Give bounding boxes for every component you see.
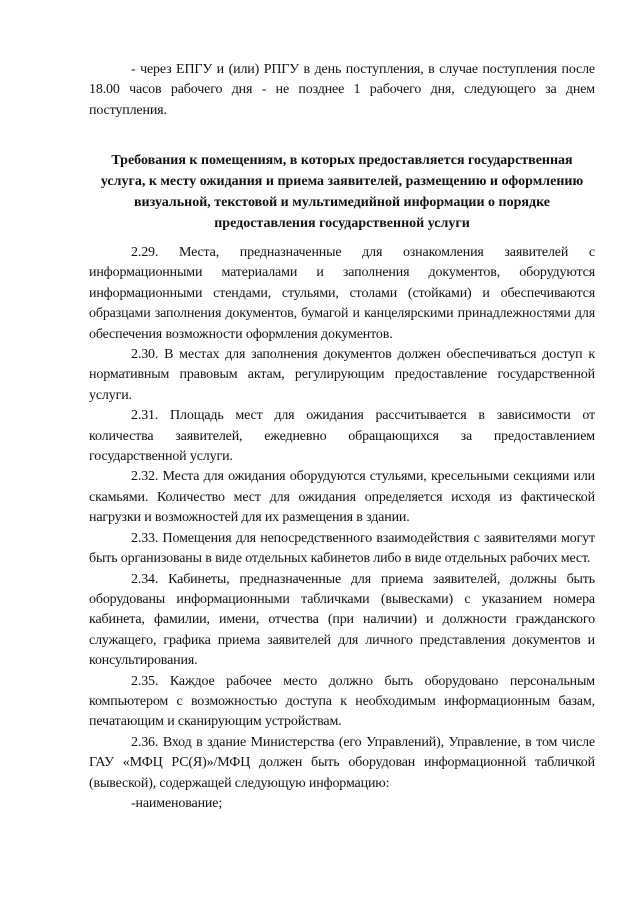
list-item-name: -наименование; [131,795,223,811]
paragraph-2-32: 2.32. Места для ожидания оборудуются стульями, кресельными секциями или скамьями. Количество мест для ожидания определяется исходя из фактической нагрузки и возможностей для их размещения в здании. [89,469,595,526]
paragraph-2-30: 2.30. В местах для заполнения документов должен обеспечиваться доступ к нормативным правовым актам, регулирующим предоставление государственной услуги. [89,347,595,403]
paragraph-2-35: 2.35. Каждое рабочее место должно быть оборудовано персональным компьютером с возможностью доступа к необходимым информационным базам, печатающим и сканирующим устройствам. [89,673,595,730]
paragraph-2-29: 2.29. Места, предназначенные для ознакомления заявителей с информационными материалами и заполнения документов, оборудуются информационными стендами, стульями, столами (стойками) и обеспечиваются образцами заполнения документов, бумагой и канцелярскими принадлежностями для обеспечения возможности оформления документов. [89,245,595,342]
paragraph-2-33: 2.33. Помещения для непосредственного взаимодействия с заявителями могут быть организованы в виде отдельных кабинетов либо в виде отдельных рабочих мест. [89,530,595,567]
body-paragraphs [89,243,595,814]
section-heading: Требования к помещениям, в которых предоставляется государственная услуга, к месту ожидания и приема заявителей, размещению и оформлению визуальной, текстовой и мультимедийной информации о порядке предоставления государственной услуги [100,153,584,231]
paragraph-2-34: 2.34. Кабинеты, предназначенные для приема заявителей, должны быть оборудованы информационными табличками (вывесками) с указанием номера кабинета, фамилии, имени, отчества (при наличии) и должности гражданского служащего, графика приема заявителей для личного представления документов и консультирования. [89,571,595,669]
paragraph-2-31: 2.31. Площадь мест для ожидания рассчитывается в зависимости от количества заявителей, ежедневно обращающихся за предоставлением государственной услуги. [89,408,595,465]
paragraph-2-36: 2.36. Вход в здание Министерства (его Управлений), Управление, в том числе ГАУ «МФЦ РС(Я)»/МФЦ должен быть оборудован информационной табличкой (вывеской), содержащей следующую информацию: [89,734,595,791]
intro-paragraph-block [89,60,595,121]
intro-paragraph: - через ЕПГУ и (или) РПГУ в день поступления, в случае поступления после 18.00 часов рабочего дня - не позднее 1 рабочего дня, следующего за днем поступления. [89,62,595,118]
